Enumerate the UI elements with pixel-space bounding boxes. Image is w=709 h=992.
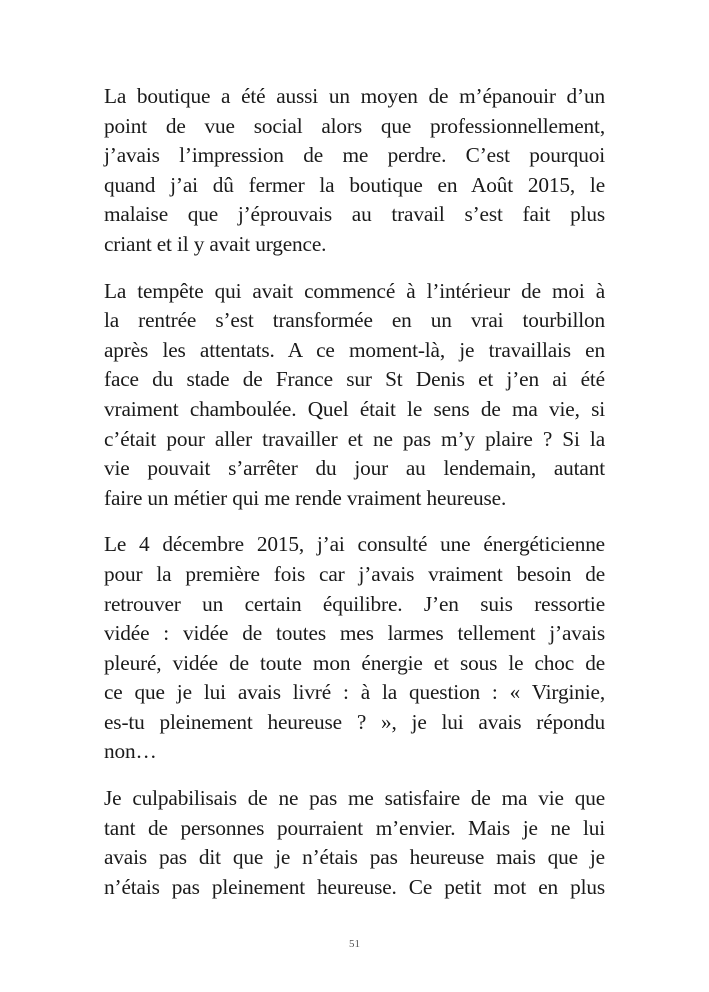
text-line: c’était pour aller travailler et ne pas m’y plaire ? Si la	[104, 426, 605, 451]
text-line: Le 4 décembre 2015, j’ai consulté une énergéticienne	[104, 532, 605, 557]
paragraph-tempete	[104, 277, 605, 514]
text-line: pleuré, vidée de toute mon énergie et sous le choc de	[104, 650, 605, 675]
text-line: non…	[104, 739, 157, 764]
text-line: n’étais pas pleinement heureuse. Ce petit mot en plus	[104, 874, 605, 899]
text-line: es-tu pleinement heureuse ? », je lui avais répondu	[104, 709, 605, 734]
paragraph-energeticienne	[104, 530, 605, 767]
paragraph-boutique	[104, 82, 605, 260]
text-line: vie pouvait s’arrêter du jour au lendemain, autant	[104, 456, 605, 481]
body-text	[104, 82, 605, 919]
text-line: faire un métier qui me rende vraiment heureuse.	[104, 485, 507, 510]
paragraph-culpabilisais	[104, 784, 605, 902]
text-line: La tempête qui avait commencé à l’intérieur de moi à	[104, 278, 605, 303]
text-line: vraiment chamboulée. Quel était le sens de ma vie, si	[104, 396, 605, 421]
text-line: point de vue social alors que professionnellement,	[104, 113, 605, 138]
text-line: quand j’ai dû fermer la boutique en Août 2015, le	[104, 172, 605, 197]
text-line: vidée : vidée de toutes mes larmes tellement j’avais	[104, 621, 605, 646]
text-line: malaise que j’éprouvais au travail s’est fait plus	[104, 202, 605, 227]
text-line: ce que je lui avais livré : à la question : « Virginie,	[104, 680, 605, 705]
page-number: 51	[349, 938, 360, 950]
text-line: retrouver un certain équilibre. J’en suis ressortie	[104, 591, 605, 616]
text-line: j’avais l’impression de me perdre. C’est pourquoi	[104, 143, 605, 168]
text-line: tant de personnes pourraient m’envier. Mais je ne lui	[104, 815, 605, 840]
text-line: avais pas dit que je n’étais pas heureuse mais que je	[104, 845, 605, 870]
text-line: après les attentats. A ce moment-là, je travaillais en	[104, 337, 605, 362]
text-line: La boutique a été aussi un moyen de m’épanouir d’un	[104, 84, 605, 108]
text-line: pour la première fois car j’avais vraiment besoin de	[104, 561, 605, 586]
text-line: Je culpabilisais de ne pas me satisfaire de ma vie que	[104, 786, 605, 811]
text-line: criant et il y avait urgence.	[104, 231, 327, 256]
text-line: la rentrée s’est transformée en un vrai tourbillon	[104, 308, 605, 333]
text-line: face du stade de France sur St Denis et j’en ai été	[104, 367, 605, 392]
